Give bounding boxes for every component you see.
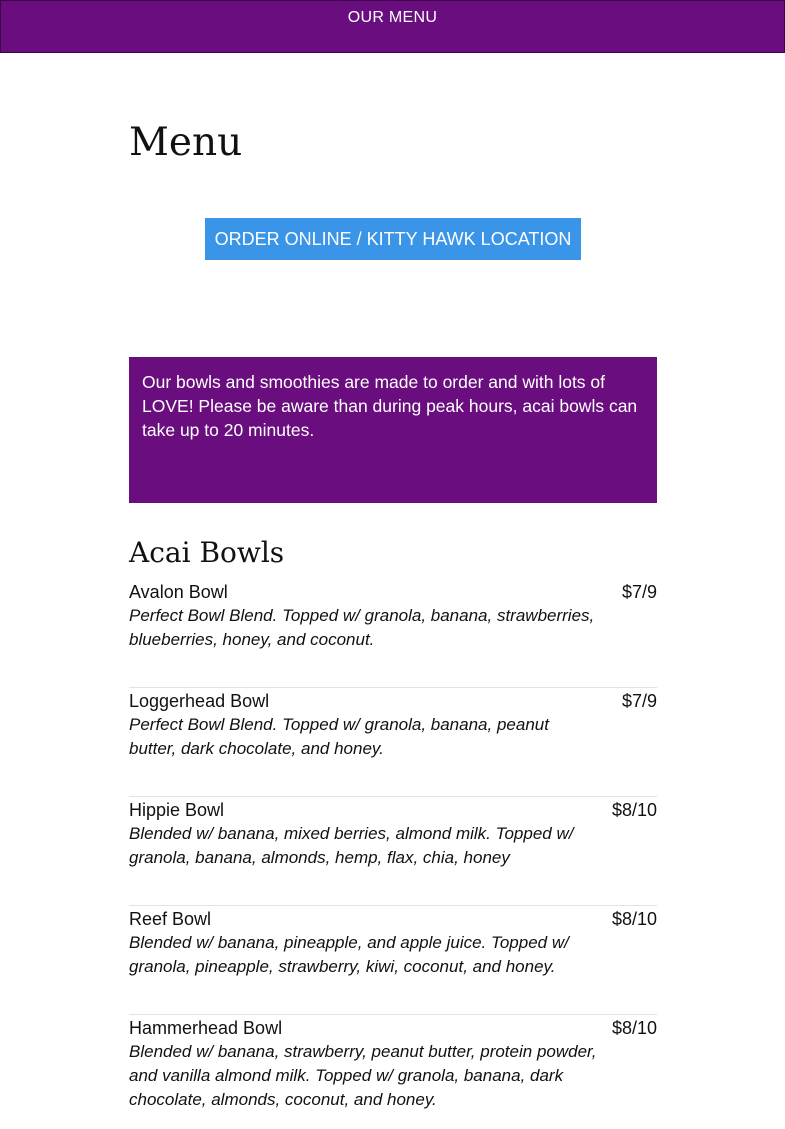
menu-item-reef-bowl [129, 906, 657, 1015]
menu-item-name: Hammerhead Bowl [129, 1018, 283, 1038]
menu-item-name: Loggerhead Bowl [129, 691, 270, 711]
menu-item-price: $8/10 [611, 909, 657, 929]
menu-item-description: Perfect Bowl Blend. Topped w/ granola, banana, strawberries, blueberries, honey, and coconut. [129, 606, 595, 649]
order-online-button[interactable]: ORDER ONLINE / KITTY HAWK LOCATION [205, 218, 581, 260]
notice-banner [129, 357, 657, 503]
top-nav-bar [0, 0, 785, 53]
menu-item-hippie-bowl [129, 797, 657, 906]
notice-text: Our bowls and smoothies are made to order and with lots of LOVE! Please be aware than during peak hours, acai bowls can take up to 20 minutes. [142, 372, 638, 440]
page-title: Menu [129, 120, 243, 165]
menu-item-loggerhead-bowl [129, 688, 657, 797]
menu-item-description: Blended w/ banana, pineapple, and apple juice. Topped w/ granola, pineapple, strawberry, kiwi, coconut, and honey. [129, 933, 569, 976]
menu-item-description: Blended w/ banana, strawberry, peanut butter, protein powder, and vanilla almond milk. Topped w/ granola, banana, dark chocolate, almonds, coconut, and honey. [129, 1042, 597, 1109]
menu-item-name: Hippie Bowl [129, 800, 225, 820]
menu-item-price: $8/10 [611, 1018, 657, 1038]
our-menu-nav-link[interactable]: OUR MENU [347, 9, 438, 26]
menu-item-price: $7/9 [621, 691, 657, 711]
menu-item-description: Perfect Bowl Blend. Topped w/ granola, banana, peanut butter, dark chocolate, and honey. [129, 715, 549, 758]
menu-item-price: $7/9 [621, 582, 657, 602]
menu-item-name: Avalon Bowl [129, 582, 228, 602]
menu-item-hammerhead-bowl [129, 1015, 657, 1124]
menu-item-avalon-bowl [129, 579, 657, 688]
menu-item-description: Blended w/ banana, mixed berries, almond milk. Topped w/ granola, banana, almonds, hemp, flax, chia, honey [129, 824, 574, 867]
menu-list [129, 579, 657, 1124]
section-heading-acai-bowls: Acai Bowls [129, 536, 285, 569]
menu-item-name: Reef Bowl [129, 909, 212, 929]
menu-item-price: $8/10 [611, 800, 657, 820]
